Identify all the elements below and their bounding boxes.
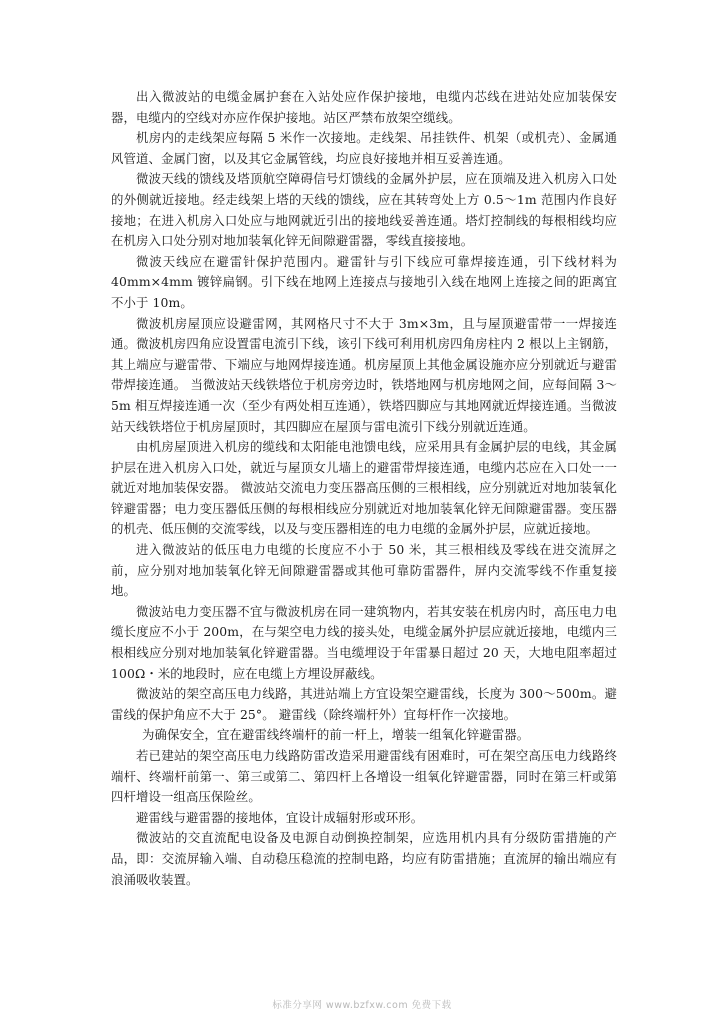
- paragraph-transformer-placement: 微波站电力变压器不宜与微波机房在同一建筑物内，若其安装在机房内时，高压电力电缆长度应不小于 200m，在与架空电力线的接头处，电缆金属外护层应就近接地，电缆内三根相线应分别对地加装氧化锌避雷器。当电缆埋设于年雷暴日超过 20 天，大地电阻率超过 100Ω・米的地段时，应在电缆上方埋设屏蔽线。: [111, 603, 617, 681]
- paragraph-power-distribution: 微波站的交直流配电设备及电源自动倒换控制架，应选用机内具有分级防雷措施的产品，即：交流屏输入端、自动稳压稳流的控制电路，均应有防雷措施；直流屏的输出端应有浪涌吸收装置。: [111, 830, 617, 887]
- paragraph-low-voltage-cable: 进入微波站的低压电力电缆的长度应不小于 50 米，其三根相线及零线在进交流屏之前，应分别对地加装氧化锌无间隙避雷器或其他可靠防雷器件，屏内交流零线不作重复接地。: [111, 542, 617, 599]
- document-body: [111, 87, 617, 890]
- paragraph-roof-lightning-net: 微波机房屋顶应设避雷网，其网格尺寸不大于 3m×3m，且与屋顶避雷带一一焊接连通。微波机房四角应设置雷电流引下线，该引下线可利用机房四角房柱内 2 根以上主钢筋，其上端应与避雷带、下端应与地网焊接连通。机房屋顶上其他金属设施亦应分别就近与避雷带焊接连通。 当微波站天线铁塔位于机房旁边时，铁塔地网与机房地网之间，应每间隔 3～5m 相互焊接连通一次（至少有两处相互连通），铁塔四脚应与其地网就近焊接连通。当微波站天线铁塔位于机房屋顶时，其四脚应在屋顶与雷电流引下线分别就近连通。: [111, 315, 617, 434]
- paragraph-cable-entry-grounding: 出入微波站的电缆金属护套在入站处应作保护接地，电缆内芯线在进站处应加装保安器，电缆内的空线对亦应作保护接地。站区严禁布放架空缆线。: [111, 89, 617, 125]
- paragraph-roof-cable-entry: 由机房屋顶进入机房的缆线和太阳能电池馈电线，应采用具有金属护层的电线，其金属护层在进入机房入口处，就近与屋顶女儿墙上的避雷带焊接连通，电缆内芯应在入口处一一就近对地加装保安器。 微波站交流电力变压器高压侧的三根相线，应分别就近对地加装氧化锌避雷器；电力变压器低压侧的每根相线应分别就近对地加装氧化锌无间隙避雷器。变压器的机壳、低压侧的交流零线，以及与变压器相连的电力电缆的金属外护层，应就近接地。: [111, 439, 617, 537]
- paragraph-retrofit: 若已建站的架空高压电力线路防雷改造采用避雷线有困难时，可在架空高压电力线路终端杆、终端杆前第一、第三或第二、第四杆上各增设一组氧化锌避雷器，同时在第三杆或第四杆增设一组高压保险丝。: [111, 748, 617, 805]
- paragraph-grounding-body: 避雷线与避雷器的接地体，宜设计成辐射形或环形。: [136, 809, 424, 825]
- paragraph-overhead-line: 微波站的架空高压电力线路，其进站端上方宜设架空避雷线，长度为 300～500m。避雷线的保护角应不大于 25°。 避雷线（除终端杆外）宜每杆作一次接地。: [111, 686, 617, 722]
- watermark-footer: 标准分享网 www.bzfxw.com 免费下载: [272, 1000, 452, 1011]
- paragraph-lightning-rod: 微波天线应在避雷针保护范围内。避雷针与引下线应可靠焊接连通，引下线材料为 40mm×4mm 镀锌扁钢。引下线在地网上连接点与接地引入线在地网上连接之间的距离宜不小于 10m。: [111, 253, 617, 310]
- paragraph-terminal-arrester: 为确保安全，宜在避雷线终端杆的前一杆上，增装一组氧化锌避雷器。: [142, 727, 530, 743]
- paragraph-cable-tray-grounding: 机房内的走线架应每隔 5 米作一次接地。走线架、吊挂铁件、机架（或机壳）、金属通风管道、金属门窗，以及其它金属管线，均应良好接地并相互妥善连通。: [111, 130, 617, 166]
- paragraph-antenna-feeder-grounding: 微波天线的馈线及塔顶航空障碍信号灯馈线的金属外护层，应在顶端及进入机房入口处的外侧就近接地。经走线架上塔的天线的馈线，应在其转弯处上方 0.5～1m 范围内作良好接地；在进入机房入口处应与地网就近引出的接地线妥善连通。塔灯控制线的每根相线均应在机房入口处分别对地加装氧化锌无间隙避雷器，零线直接接地。: [111, 171, 617, 249]
